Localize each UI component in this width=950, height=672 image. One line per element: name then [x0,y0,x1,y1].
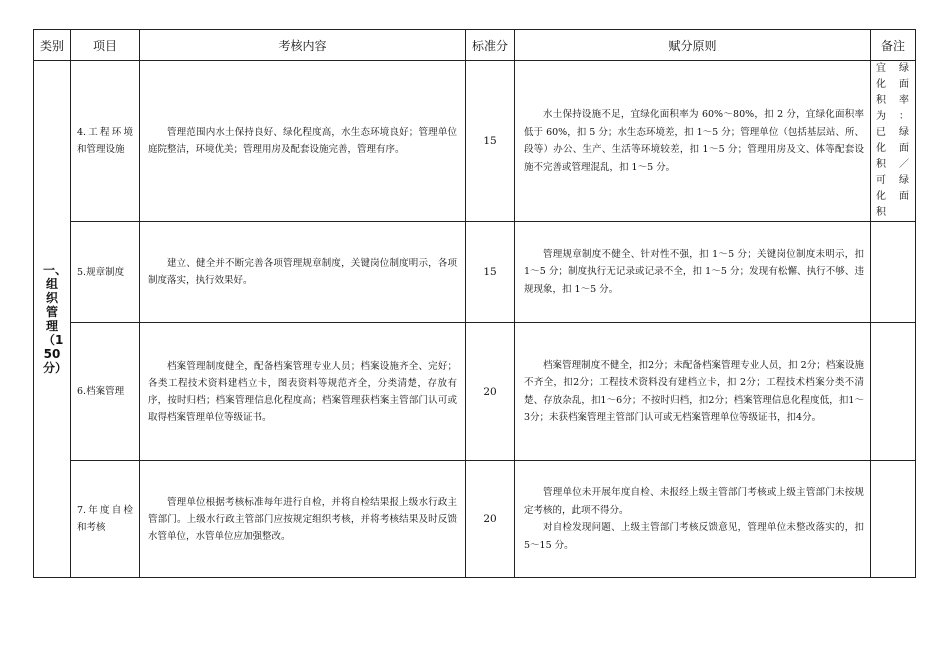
score-cell: 15 [466,61,515,222]
item-cell: 4.工程环境和管理设施 [71,61,140,222]
rule-paragraph: 管理规章制度不健全、针对性不强，扣 1～5 分；关键岗位制度未明示，扣 1～5 分；制度执行无记录或记录不全，扣 1～5 分；发现有松懈、执行不够、违规现象，扣 1～5 分。 [524,248,864,295]
content-cell: 管理范围内水土保持良好、绿化程度高，水生态环境良好；管理单位庭院整洁，环境优美；管理用房及配套设施完善，管理有序。 [140,61,466,222]
rule-cell [515,461,871,578]
score-cell: 20 [466,323,515,461]
item-cell: 7.年度自检和考核 [71,461,140,578]
rule-cell [515,323,871,461]
rule-paragraph: 水土保持设施不足，宜绿化面积率为 60%～80%，扣 2 分，宜绿化面积率低于 60%，扣 5 分；水生态环境差，扣 1～5 分；管理单位（包括基层站、所、段等）办公、生产、生活等环境较差，扣 1～5 分；管理用房及文、体等配套设施不完善或管理混乱，扣 1～5 分。 [524,109,864,173]
table-row [34,61,916,222]
score-cell: 15 [466,222,515,323]
category-cell [34,61,71,578]
category-label: 一、组织管理（150分） [43,263,68,375]
header-content: 考核内容 [140,30,466,61]
rule-cell [515,61,871,222]
table-row [34,222,916,323]
header-item: 项目 [71,30,140,61]
note-cell [871,461,916,578]
note-cell [871,222,916,323]
table-row [34,323,916,461]
note-cell [871,323,916,461]
rule-cell [515,222,871,323]
assessment-table [33,29,916,578]
content-cell: 建立、健全并不断完善各项管理规章制度，关键岗位制度明示，各项制度落实，执行效果好。 [140,222,466,323]
rule-paragraph: 管理单位未开展年度自检、未报经上级主管部门考核或上级主管部门未按规定考核的，此项不得分。 [524,487,864,516]
rule-paragraph: 对自检发现问题、上级主管部门考核反馈意见，管理单位未整改落实的，扣 5～15 分。 [524,522,864,551]
rule-paragraph: 档案管理制度不健全，扣2分；未配备档案管理专业人员，扣 2分；档案设施不齐全，扣2分；工程技术资料没有建档立卡，扣 2分；工程技术档案分类不清楚、存放杂乱，扣1～6分；不按时归档，扣2分；档案管理信息化程度低，扣1～3分；未获档案管理主管部门认可或无档案管理单位等级证书，扣4分。 [524,359,864,423]
table-row [34,461,916,578]
header-score: 标准分 [466,30,515,61]
header-rule: 赋分原则 [515,30,871,61]
content-cell: 管理单位根据考核标准每年进行自检，并将自检结果报上级水行政主管部门。上级水行政主管部门应按规定组织考核，并将考核结果及时反馈水管单位，水管单位应加强整改。 [140,461,466,578]
score-cell: 20 [466,461,515,578]
header-category: 类别 [34,30,71,61]
header-row [34,30,916,61]
header-note: 备注 [871,30,916,61]
item-cell: 5.规章制度 [71,222,140,323]
item-cell: 6.档案管理 [71,323,140,461]
content-cell: 档案管理制度健全，配备档案管理专业人员；档案设施齐全、完好；各类工程技术资料建档立卡，图表资料等规范齐全，分类清楚，存放有序，按时归档；档案管理信息化程度高；档案管理获档案主管部门认可或取得档案管理单位等级证书。 [140,323,466,461]
note-cell: 宜绿化面积率为：已绿化面积／可绿化面积 [871,61,916,222]
